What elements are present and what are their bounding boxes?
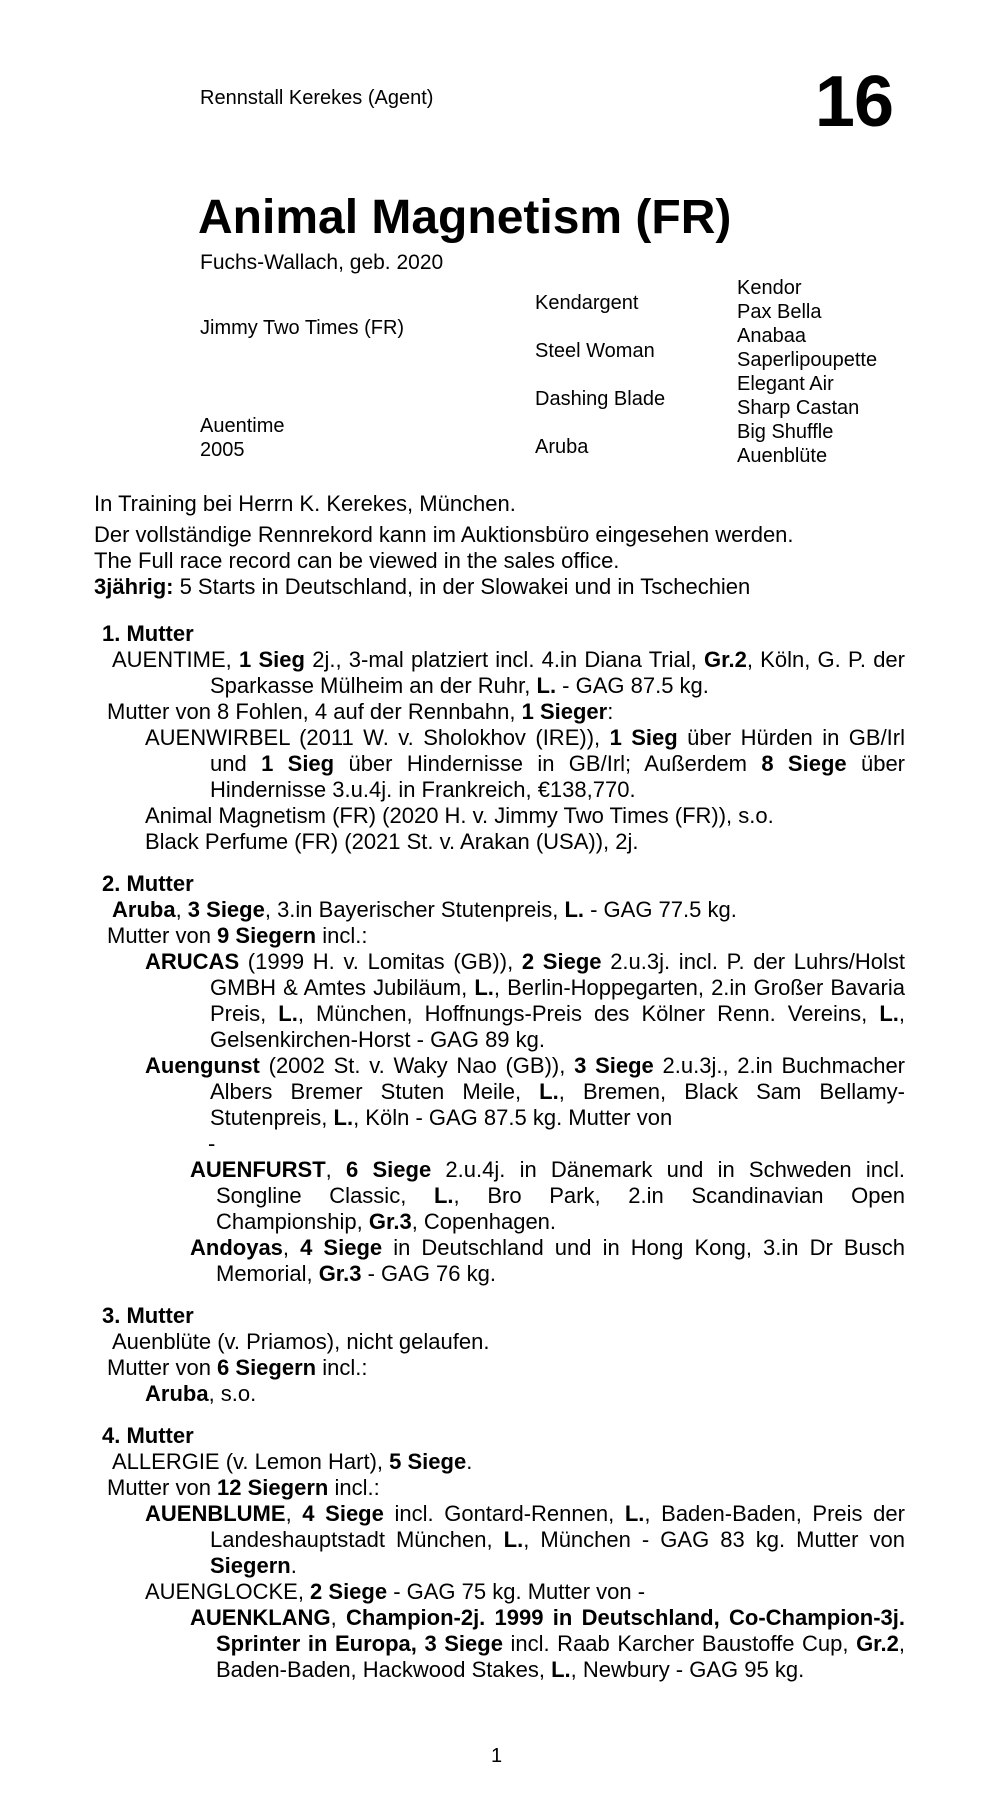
pedigree-parents-column (200, 276, 535, 468)
pedigree-paragraph: AUENKLANG, Champion-2j. 1999 in Deutschland, Co-Champion-3j. Sprinter in Europa, 3 Siege incl. Raab Karcher Baustoffe Cup, Gr.2, Baden-Baden, Hackwood Stakes, L., Newbury - GAG 95 kg. (190, 1605, 905, 1682)
pedigree-paragraph: Animal Magnetism (FR) (2020 H. v. Jimmy Two Times (FR)), s.o. (145, 803, 774, 828)
pedigree-paragraph: AUENTIME, 1 Sieg 2j., 3-mal platziert incl. 4.in Diana Trial, Gr.2, Köln, G. P. der Sparkasse Mülheim an der Ruhr, L. - GAG 87.5 kg. (112, 647, 905, 698)
pedigree-paragraph: Mutter von 12 Siegern incl.: (107, 1475, 380, 1500)
pedigree-grandparents-column (535, 276, 737, 468)
section-heading: 4. Mutter (102, 1423, 194, 1448)
pedigree-greatgrandparent: Auenblüte (737, 445, 828, 467)
pedigree-paragraph: Mutter von 9 Siegern incl.: (107, 923, 368, 948)
pedigree-paragraph: AUENFURST, 6 Siege 2.u.4j. in Dänemark und in Schweden incl. Songline Classic, L., Bro Park, 2.in Scandinavian Open Championship, Gr.3, Copenhagen. (190, 1157, 906, 1234)
pedigree-paragraph: AUENGLOCKE, 2 Siege - GAG 75 kg. Mutter von - (145, 1579, 646, 1604)
section-heading: 3. Mutter (102, 1303, 194, 1328)
pedigree-paragraph: Aruba, 3 Siege, 3.in Bayerischer Stutenpreis, L. - GAG 77.5 kg. (112, 897, 737, 922)
pedigree-paragraph: ARUCAS (1999 H. v. Lomitas (GB)), 2 Siege 2.u.3j. incl. P. der Luhrs/Holst GMBH & Amtes Jubiläum, L., Berlin-Hoppegarten, 2.in Großer Bavaria Preis, L., München, Hoffnungs-Preis des Kölner Renn. Vereins, L., Gelsenkirchen-Horst - GAG 89 kg. (145, 949, 905, 1052)
pedigree-dam-name: Auentime (200, 415, 285, 437)
pedigree-paragraph: AUENBLUME, 4 Siege incl. Gontard-Rennen, L., Baden-Baden, Preis der Landeshauptstadt München, L., München - GAG 83 kg. Mutter von Siegern. (145, 1501, 906, 1578)
pedigree-dam-year: 2005 (200, 439, 245, 461)
section-heading: 2. Mutter (102, 871, 194, 896)
pedigree-greatgrandparent: Elegant Air (737, 373, 834, 395)
pedigree-table (200, 276, 907, 468)
section-heading: 1. Mutter (102, 621, 194, 646)
consignor-name: Rennstall Kerekes (Agent) (200, 87, 434, 109)
pedigree-paragraph: Black Perfume (FR) (2021 St. v. Arakan (USA)), 2j. (145, 829, 639, 854)
pedigree-sire (200, 280, 535, 376)
pedigree-grandparent: Aruba (535, 436, 589, 458)
family-sections (94, 621, 905, 1683)
pedigree-paragraph: Auengunst (2002 St. v. Waky Nao (GB)), 3 Siege 2.u.3j., 2.in Buchmacher Albers Bremer Stuten Meile, L., Bremen, Black Sam Bellamy-Stutenpreis, L., Köln - GAG 87.5 kg. Mutter von (145, 1053, 906, 1130)
horse-description: Fuchs-Wallach, geb. 2020 (200, 251, 444, 274)
training-note: In Training bei Herrn K. Kerekes, München. (94, 491, 516, 516)
pedigree-greatgrandparent: Saperlipoupette (737, 349, 878, 371)
pedigree-paragraph: Andoyas, 4 Siege in Deutschland und in Hong Kong, 3.in Dr Busch Memorial, Gr.3 - GAG 76 kg. (190, 1235, 905, 1286)
catalog-body-text (94, 491, 905, 1683)
pedigree-paragraph: AUENWIRBEL (2011 W. v. Sholokhov (IRE)), 1 Sieg über Hürden in GB/Irl und 1 Sieg über Hindernisse in GB/Irl; Außerdem 8 Siege über Hindernisse 3.u.4j. in Frankreich, €138,770. (145, 725, 906, 802)
record-note-de: Der vollständige Rennrekord kann im Auktionsbüro eingesehen werden. (94, 522, 794, 547)
pedigree-paragraph: ALLERGIE (v. Lemon Hart), 5 Siege. (112, 1449, 473, 1474)
pedigree-grandparent: Dashing Blade (535, 388, 666, 410)
pedigree-greatgrandparent: Anabaa (737, 325, 806, 347)
pedigree-greatgrandparent: Kendor (737, 277, 802, 299)
record-note-en: The Full race record can be viewed in the sales office. (94, 548, 620, 573)
page-number-footer: 1 (490, 1745, 503, 1767)
pedigree-dam (200, 390, 535, 486)
pedigree-paragraph: Aruba, s.o. (145, 1381, 257, 1406)
pedigree-paragraph: Mutter von 8 Fohlen, 4 auf der Rennbahn, 1 Sieger: (107, 699, 614, 724)
pedigree-paragraph: Mutter von 6 Siegern incl.: (107, 1355, 368, 1380)
race-record-line: 3jährig: 5 Starts in Deutschland, in der Slowakei und in Tschechien (94, 574, 751, 599)
horse-name-title: Animal Magnetism (FR) (198, 191, 732, 244)
pedigree-greatgrandparent: Big Shuffle (737, 421, 834, 443)
pedigree-greatgrandparents-column (737, 276, 907, 468)
lot-number: 16 (814, 62, 893, 142)
pedigree-paragraph: Auenblüte (v. Priamos), nicht gelaufen. (112, 1329, 490, 1354)
pedigree-paragraph: - (208, 1131, 216, 1156)
pedigree-greatgrandparent: Sharp Castan (737, 397, 860, 419)
pedigree-grandparent: Steel Woman (535, 340, 655, 362)
pedigree-sire-name: Jimmy Two Times (FR) (200, 317, 405, 339)
pedigree-grandparent: Kendargent (535, 292, 639, 314)
pedigree-greatgrandparent: Pax Bella (737, 301, 822, 323)
